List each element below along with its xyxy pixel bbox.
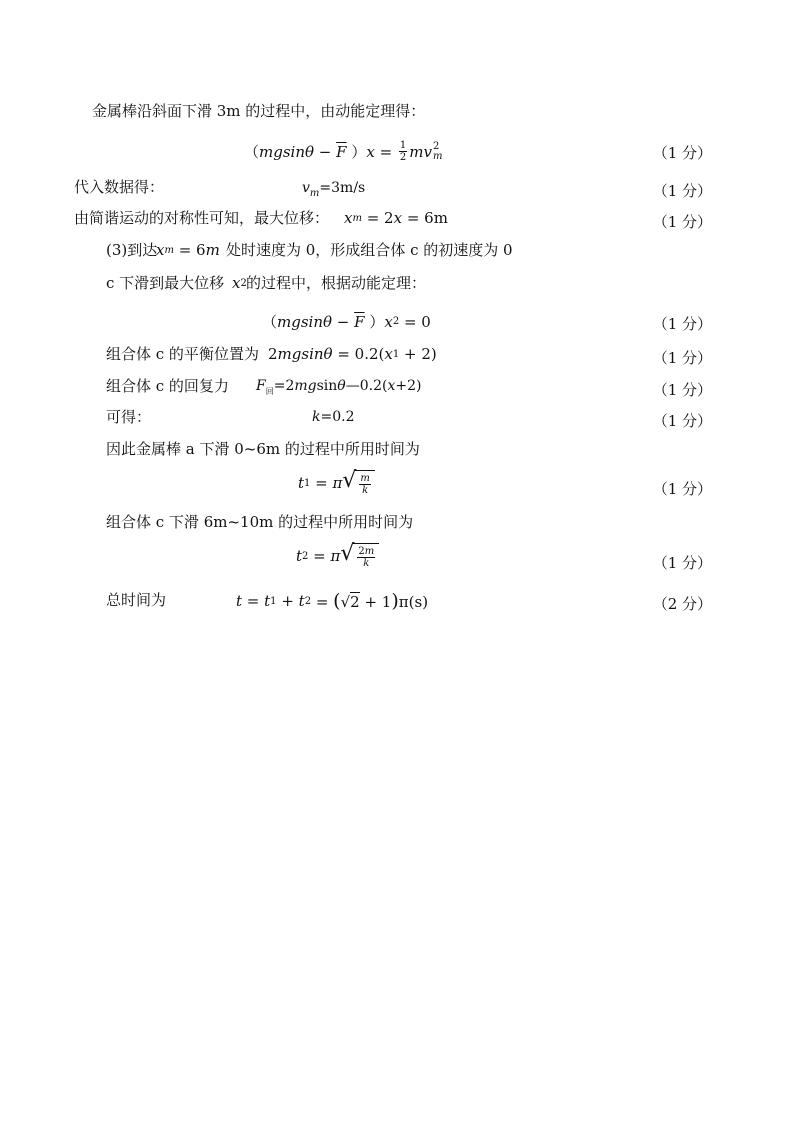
text-line-8: 组合体 c 的平衡位置为	[106, 345, 259, 363]
text-line-10: 可得：	[106, 408, 152, 426]
text-line-1: 金属棒沿斜面下滑 3m 的过程中，由动能定理得：	[92, 102, 426, 120]
equation-x2: x 2	[232, 274, 247, 292]
text-line-15: 总时间为	[106, 591, 167, 609]
equation-restoring-force: $F_回=2mgsin\theta—0.2(x+2)$	[256, 378, 422, 396]
equation-xm-6m: x m = 6 m	[156, 241, 220, 259]
text-line-5-a: (3)到达	[106, 241, 158, 259]
score-10: （2 分）	[652, 595, 712, 613]
text-line-6-b: 的过程中，根据动能定理：	[246, 274, 427, 292]
equation-vm: $v_m=3m/s$	[302, 180, 366, 199]
equation-energy-zero: （ mgsinθ − $\overline{F}$ ） x 2 = 0	[262, 312, 431, 331]
score-8: （1 分）	[652, 480, 712, 498]
score-4: （1 分）	[652, 315, 712, 333]
score-1: （1 分）	[652, 144, 712, 162]
equation-t2: t 2 = π √ $\frac{2m}{k}$	[296, 543, 379, 569]
equation-equilibrium: 2 mgsinθ = 0.2( x 1 + 2)	[268, 345, 437, 363]
text-line-13: 组合体 c 下滑 6m~10m 的过程中所用时间为	[106, 513, 414, 531]
score-9: （1 分）	[652, 554, 712, 572]
equation-k: k=0.2	[312, 409, 355, 425]
text-line-9: 组合体 c 的回复力	[106, 377, 229, 395]
score-2: （1 分）	[652, 182, 712, 200]
equation-max-displacement: x m = 2 x = 6m	[344, 209, 448, 227]
equation-t1: t 1 = π √ $\frac{m}{k}$	[298, 470, 375, 496]
score-6: （1 分）	[652, 381, 712, 399]
equation-total-time: t = t 1 + t 2 = (√2 + 1)π(s)	[236, 590, 429, 612]
equation-energy-theorem: （ mgsinθ − $\overline{F}$ ） x = $\frac{1}{2}$ mv 2 m	[244, 140, 443, 163]
text-line-11: 因此金属棒 a 下滑 0~6m 的过程中所用时间为	[106, 440, 420, 458]
score-3: （1 分）	[652, 213, 712, 231]
score-5: （1 分）	[652, 349, 712, 367]
score-7: （1 分）	[652, 412, 712, 430]
text-line-6-a: c 下滑到最大位移	[106, 274, 225, 292]
text-line-4: 由简谐运动的对称性可知，最大位移：	[74, 209, 330, 227]
text-line-5-b: 处时速度为 0，形成组合体 c 的初速度为 0	[226, 241, 513, 259]
text-line-3-label: 代入数据得：	[74, 178, 165, 196]
